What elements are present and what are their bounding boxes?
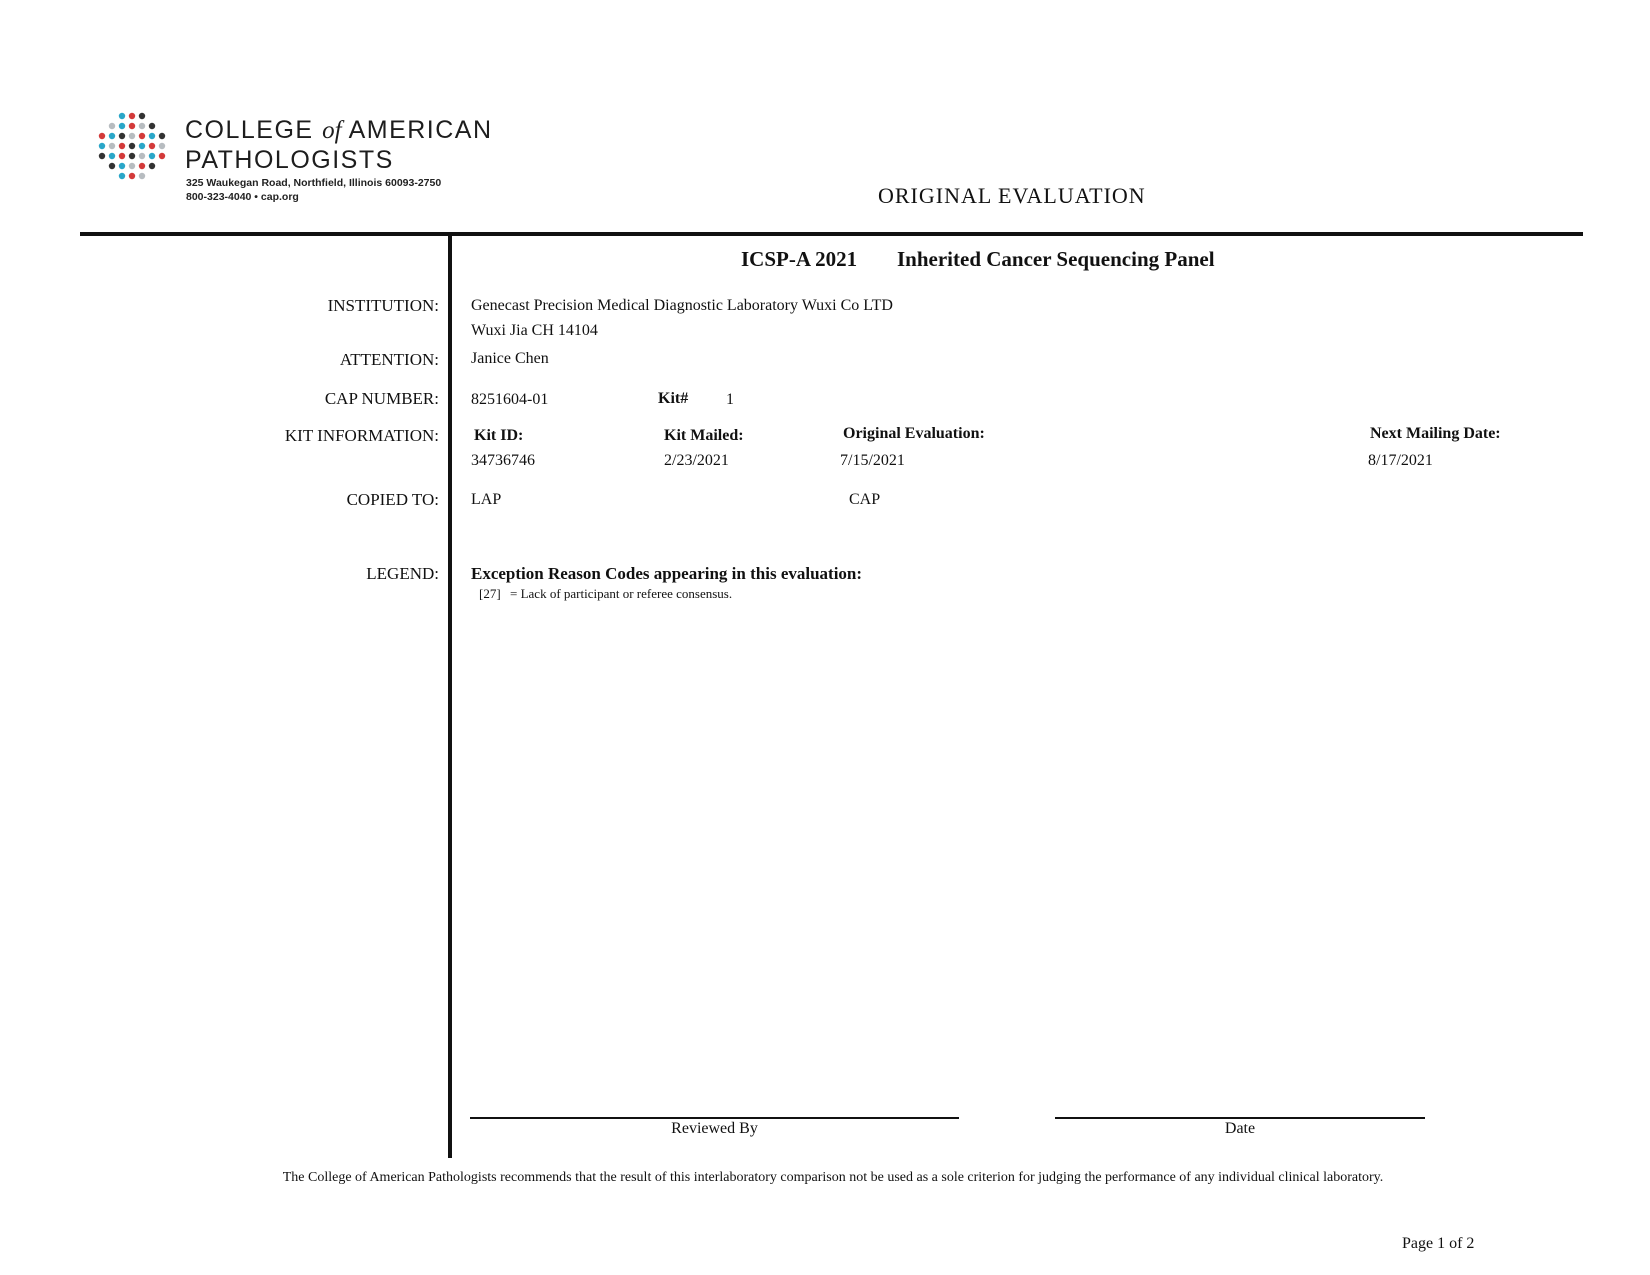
reviewed-by-line (470, 1117, 959, 1119)
logo-dot (129, 143, 135, 149)
logo-dot (99, 153, 105, 159)
logo-dot (139, 143, 145, 149)
logo-dot (139, 113, 145, 119)
label-cap-number: CAP NUMBER: (324, 389, 439, 408)
original-evaluation-value: 7/15/2021 (840, 452, 905, 469)
logo-dot (149, 133, 155, 139)
logo-dot (149, 153, 155, 159)
logo-dot (159, 143, 165, 149)
reviewed-by-caption: Reviewed By (671, 1120, 758, 1137)
logo-dot (129, 123, 135, 129)
logo-dot (109, 143, 115, 149)
logo-dot (119, 143, 125, 149)
logo-dot (119, 133, 125, 139)
logo-dot (139, 153, 145, 159)
logo-dot (129, 113, 135, 119)
logo-dot (129, 173, 135, 179)
logo-dot (109, 163, 115, 169)
label-legend: LEGEND: (366, 564, 439, 583)
next-mailing-date-value: 8/17/2021 (1368, 452, 1433, 469)
kit-number-label: Kit# (658, 390, 689, 407)
logo-dot (129, 163, 135, 169)
legend-title: Exception Reason Codes appearing in this evaluation: (471, 564, 863, 583)
logo-dot (139, 133, 145, 139)
kit-mailed-value: 2/23/2021 (664, 452, 729, 469)
institution-name: Genecast Precision Medical Diagnostic Laboratory Wuxi Co LTD (471, 297, 893, 314)
date-line (1055, 1117, 1425, 1119)
document-title: ORIGINAL EVALUATION (878, 183, 1146, 208)
label-institution: INSTITUTION: (327, 296, 439, 315)
org-name-line2: PATHOLOGISTS (185, 146, 394, 174)
logo-dot (129, 133, 135, 139)
logo-dot (109, 123, 115, 129)
panel-name: Inherited Cancer Sequencing Panel (897, 247, 1215, 271)
logo-dot (159, 153, 165, 159)
copied-to-item: LAP (471, 491, 502, 508)
logo-dot (119, 163, 125, 169)
logo-dot (139, 173, 145, 179)
logo-dot (149, 163, 155, 169)
logo-dot (109, 133, 115, 139)
label-kit-information: KIT INFORMATION: (284, 426, 439, 445)
kit-id-header: Kit ID: (474, 427, 524, 444)
column-divider (448, 234, 452, 1158)
logo-dot (149, 123, 155, 129)
attention-value: Janice Chen (471, 350, 549, 367)
kit-id-value: 34736746 (471, 452, 535, 469)
logo-dot (159, 133, 165, 139)
logo-dot (149, 143, 155, 149)
original-evaluation-header: Original Evaluation: (843, 425, 985, 442)
institution-location: Wuxi Jia CH 14104 (471, 322, 598, 339)
legend-item-code: [27] (479, 586, 501, 601)
cap-logo-icon (96, 110, 168, 182)
date-caption: Date (1224, 1120, 1256, 1137)
logo-dot (119, 153, 125, 159)
panel-code: ICSP-A 2021 (741, 247, 858, 271)
legend-item-description: = Lack of participant or referee consensus. (510, 586, 733, 601)
label-copied-to: COPIED TO: (346, 490, 439, 509)
disclaimer: The College of American Pathologists recommends that the result of this interlaboratory comparison not be used as a sole criterion for judging the performance of any individual clinical laboratory. (282, 1170, 1384, 1185)
page-number: Page 1 of 2 (1402, 1235, 1475, 1252)
logo-dot (139, 163, 145, 169)
logo-dot (139, 123, 145, 129)
logo-dot (99, 143, 105, 149)
logo-dot (119, 173, 125, 179)
cap-number-value: 8251604-01 (471, 391, 549, 408)
org-contact: 800-323-4040 • cap.org (186, 191, 299, 203)
logo-dot (99, 133, 105, 139)
kit-mailed-header: Kit Mailed: (664, 427, 744, 444)
logo-dot (129, 153, 135, 159)
copied-to-item: CAP (849, 491, 881, 508)
org-name-line1: COLLEGE of AMERICAN (185, 116, 493, 144)
header-divider (80, 232, 1583, 236)
label-attention: ATTENTION: (339, 350, 439, 369)
kit-number-value: 1 (726, 391, 734, 408)
logo-dot (119, 113, 125, 119)
logo-dot (119, 123, 125, 129)
logo-dot (109, 153, 115, 159)
next-mailing-date-header: Next Mailing Date: (1370, 425, 1501, 442)
org-address: 325 Waukegan Road, Northfield, Illinois 60093-2750 (186, 177, 442, 189)
